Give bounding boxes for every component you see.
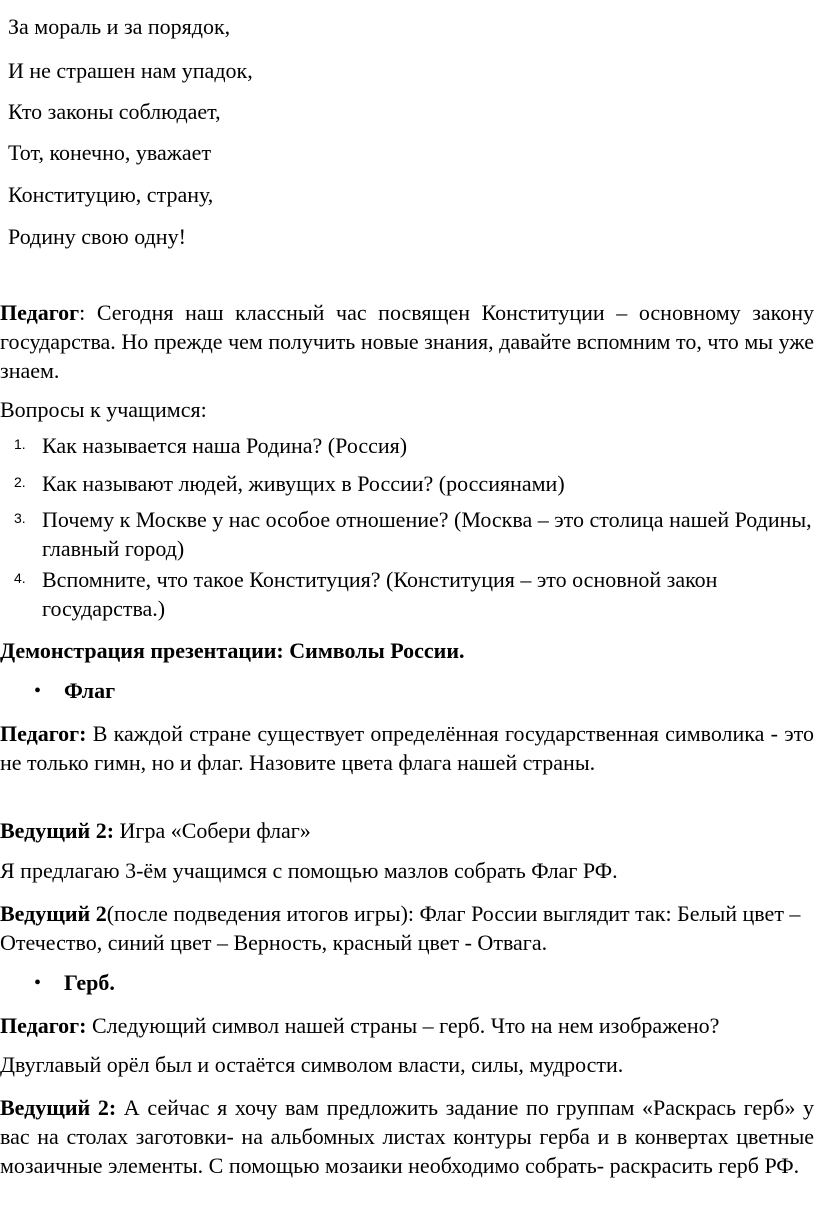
poem-line: Родину свою одну!	[8, 224, 186, 249]
list-number: 3.	[14, 510, 26, 526]
game-line	[0, 818, 311, 844]
speaker-label: Ведущий 2	[0, 901, 107, 926]
speaker-label: Ведущий 2:	[0, 818, 115, 843]
demo-heading: Демонстрация презентации: Символы России.	[0, 638, 465, 663]
list-text: Как называют людей, живущих в России? (россиянами)	[42, 471, 565, 496]
poem-line: И не страшен нам упадок,	[8, 58, 253, 83]
list-number: 2.	[14, 474, 26, 490]
section-title-coat: Герб.	[64, 970, 115, 995]
coat-text: Следующий символ нашей страны – герб. Что на нем изображено?	[86, 1013, 720, 1038]
game-text: Игра «Собери флаг»	[114, 818, 311, 843]
list-text: Почему к Москве у нас особое отношение? (Москва – это столица нашей Родины, главный город)	[42, 507, 812, 561]
speaker-label: Педагог:	[0, 721, 87, 746]
poem-line: Тот, конечно, уважает	[8, 140, 212, 165]
list-number: 1.	[14, 436, 26, 452]
intro-text: : Сегодня наш классный час посвящен Конституции – основному закону государства. Но прежде чем получить новые знания, давайте вспомним то, что мы уже знаем.	[0, 300, 814, 383]
flag-text: В каждой стране существует определённая государственная символика - это не только гимн, но и флаг. Назовите цвета флага нашей страны.	[0, 721, 814, 775]
coat-task-text: А сейчас я хочу вам предложить задание по группам «Раскрась герб» у вас на столах заготовки- на альбомных листах контуры герба и в конвертах цветные мозаичные элементы. С помощью мозаики необходимо собрать- раскрасить герб РФ.	[0, 1095, 815, 1178]
flag-colors-text: (после подведения итогов игры): Флаг России выглядит так: Белый цвет – Отечество, синий цвет – Верность, красный цвет - Отвага.	[0, 901, 801, 955]
poem-line: Кто законы соблюдает,	[8, 99, 221, 124]
questions-label: Вопросы к учащимся:	[0, 397, 207, 422]
eagle-line: Двуглавый орёл был и остаётся символом власти, силы, мудрости.	[0, 1052, 624, 1077]
list-text: Как называется наша Родина? (Россия)	[42, 433, 408, 458]
bullet-icon: •	[34, 680, 42, 702]
section-title-flag: Флаг	[64, 678, 116, 703]
intro-paragraph	[0, 298, 814, 385]
coat-task-paragraph	[0, 1093, 814, 1180]
list-text: Вспомните, что такое Конституция? (Конституция – это основной закон государства.)	[42, 567, 718, 621]
bullet-icon: •	[34, 972, 42, 994]
puzzle-line: Я предлагаю 3-ём учащимся с помощью мазлов собрать Флаг РФ.	[0, 858, 618, 883]
speaker-label: Педагог	[0, 300, 80, 325]
speaker-label: Ведущий 2:	[0, 1095, 117, 1120]
list-number: 4.	[14, 570, 26, 586]
poem-line: За мораль и за порядок,	[8, 14, 231, 39]
coat-line	[0, 1013, 719, 1039]
speaker-label: Педагог:	[0, 1013, 87, 1038]
poem-line: Конституцию, страну,	[8, 182, 214, 207]
flag-paragraph	[0, 719, 814, 777]
flag-colors-paragraph	[0, 899, 814, 957]
